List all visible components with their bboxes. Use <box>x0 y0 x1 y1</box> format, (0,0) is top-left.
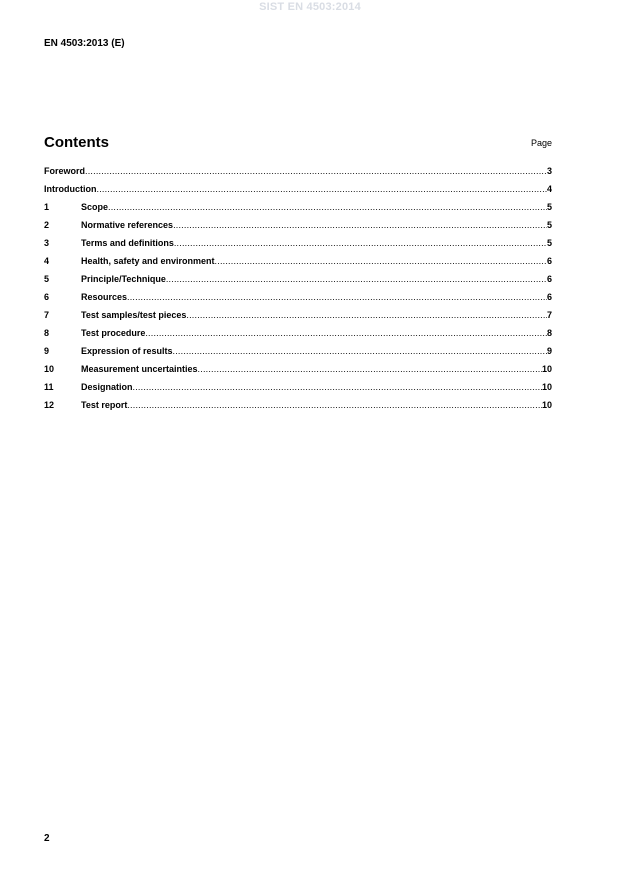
toc-entry-number: 8 <box>44 328 50 338</box>
toc-entry-page: 6 <box>546 256 552 266</box>
toc-entry-title: Test procedure <box>81 328 146 338</box>
toc-entry-expression-of-results[interactable] <box>44 346 552 364</box>
toc-dot-leader <box>85 166 547 176</box>
toc-entry-page: 9 <box>546 346 552 356</box>
watermark: SIST EN 4503:2014 <box>259 1 361 13</box>
toc-entry-title: Foreword <box>44 166 86 176</box>
toc-entry-number: 4 <box>44 256 50 266</box>
toc-entry-title: Expression of results <box>81 346 173 356</box>
toc-entry-page: 4 <box>546 184 552 194</box>
toc-entry-title: Terms and definitions <box>81 238 174 248</box>
toc-entry-title: Designation <box>81 382 133 392</box>
toc-entry-page: 8 <box>546 328 552 338</box>
toc-dot-leader <box>166 274 547 284</box>
toc-dot-leader <box>173 346 547 356</box>
toc-entry-page: 10 <box>541 364 552 374</box>
toc-entry-page: 5 <box>546 238 552 248</box>
toc-dot-leader <box>127 400 542 410</box>
toc-dot-leader <box>97 184 547 194</box>
toc-dot-leader <box>127 292 547 302</box>
toc-entry-test-report[interactable] <box>44 400 552 418</box>
toc-dot-leader <box>198 364 542 374</box>
toc-entry-designation[interactable] <box>44 382 552 400</box>
toc-dot-leader <box>133 382 542 392</box>
toc-entry-title: Introduction <box>44 184 97 194</box>
toc-entry-principle-technique[interactable] <box>44 274 552 292</box>
toc-entry-page: 10 <box>541 382 552 392</box>
toc-entry-foreword[interactable] <box>44 166 552 184</box>
toc-dot-leader <box>173 220 547 230</box>
toc-entry-number: 11 <box>44 382 54 392</box>
toc-entry-title: Scope <box>81 202 109 212</box>
toc-entry-number: 2 <box>44 220 50 230</box>
toc-entry-number: 10 <box>44 364 55 374</box>
toc-dot-leader <box>174 238 547 248</box>
toc-entry-introduction[interactable] <box>44 184 552 202</box>
toc-entry-page: 7 <box>546 310 552 320</box>
toc-entry-normative-references[interactable] <box>44 220 552 238</box>
toc-entry-number: 5 <box>44 274 50 284</box>
toc-entry-page: 6 <box>546 274 552 284</box>
toc-dot-leader <box>108 202 547 212</box>
toc-entry-number: 9 <box>44 346 50 356</box>
contents-title: Contents <box>44 134 109 151</box>
toc-entry-page: 5 <box>546 202 552 212</box>
toc-entry-number: 7 <box>44 310 50 320</box>
toc-entry-title: Health, safety and environment <box>81 256 215 266</box>
toc-entry-title: Test samples/test pieces <box>81 310 187 320</box>
document-header: EN 4503:2013 (E) <box>44 38 125 49</box>
toc-entry-page: 3 <box>546 166 552 176</box>
toc-dot-leader <box>145 328 547 338</box>
toc-entry-title: Resources <box>81 292 128 302</box>
toc-entry-title: Test report <box>81 400 128 410</box>
toc-entry-number: 12 <box>44 400 55 410</box>
toc-entry-test-procedure[interactable] <box>44 328 552 346</box>
toc-entry-measurement-uncertainties[interactable] <box>44 364 552 382</box>
toc-entry-resources[interactable] <box>44 292 552 310</box>
toc-entry-number: 1 <box>44 202 50 212</box>
toc-entry-page: 5 <box>546 220 552 230</box>
toc-entry-terms-and-definitions[interactable] <box>44 238 552 256</box>
toc-entry-number: 3 <box>44 238 50 248</box>
toc-entry-title: Measurement uncertainties <box>81 364 198 374</box>
table-of-contents <box>44 166 552 418</box>
toc-entry-title: Principle/Technique <box>81 274 166 284</box>
toc-entry-health-safety-environment[interactable] <box>44 256 552 274</box>
toc-entry-test-samples[interactable] <box>44 310 552 328</box>
toc-dot-leader <box>215 256 547 266</box>
toc-entry-scope[interactable] <box>44 202 552 220</box>
page-column-label: Page <box>530 138 552 148</box>
toc-entry-page: 6 <box>546 292 552 302</box>
toc-dot-leader <box>186 310 547 320</box>
toc-entry-title: Normative references <box>81 220 174 230</box>
page-number: 2 <box>44 833 50 844</box>
contents-heading <box>44 134 552 156</box>
toc-entry-page: 10 <box>541 400 552 410</box>
toc-entry-number: 6 <box>44 292 50 302</box>
